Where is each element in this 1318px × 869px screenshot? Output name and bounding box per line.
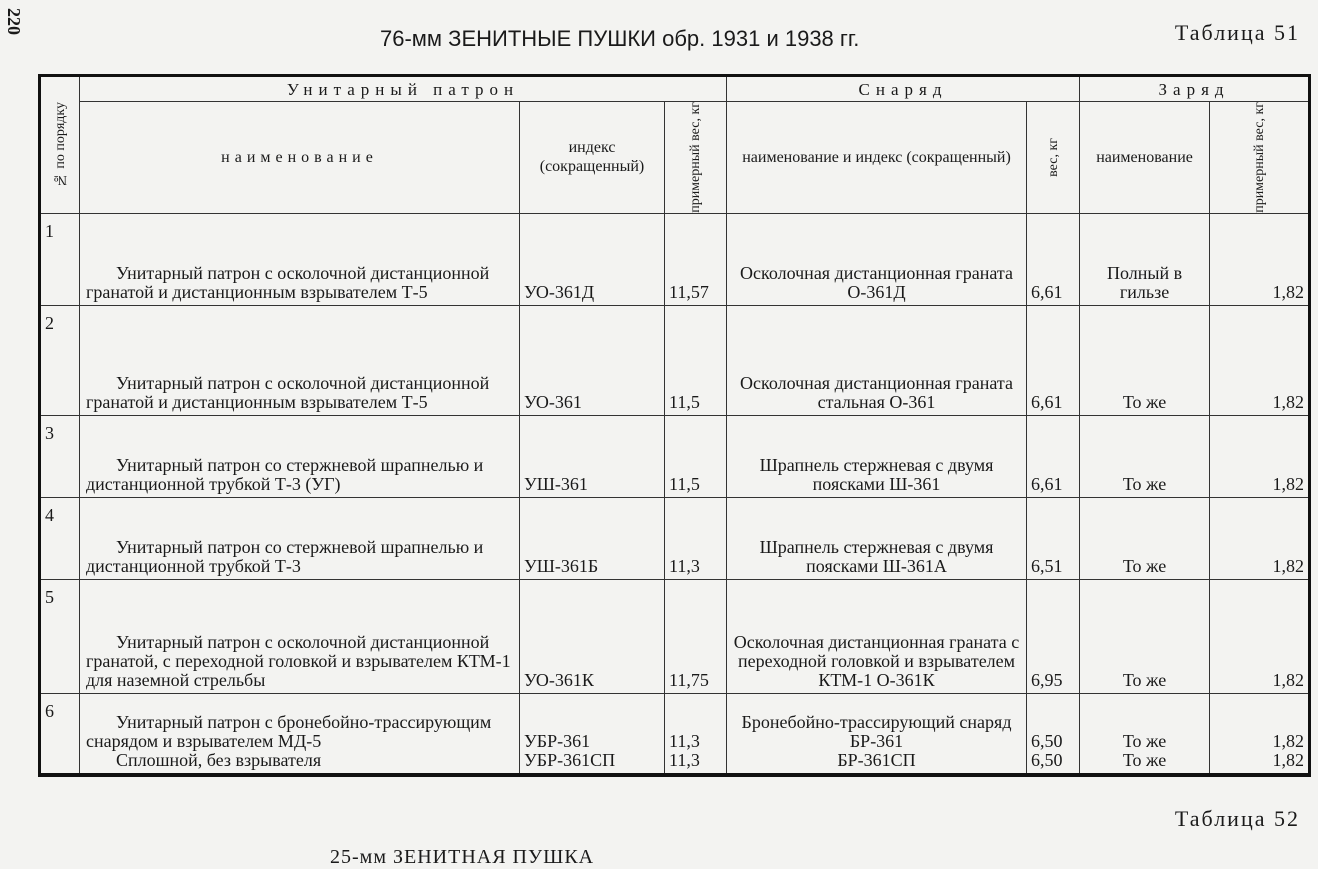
cartridge-name — [80, 497, 520, 579]
cartridge-name-text: Унитарный патрон с осколочной дистанционной гранатой, с переходной головкой и взрывателем КТМ-1 для наземной стрельбы — [86, 631, 511, 690]
next-table-label: Таблица 52 — [1174, 806, 1300, 831]
cartridge-name — [80, 579, 520, 693]
charge-name-text: То же — [1122, 669, 1167, 690]
charge-weight — [1210, 693, 1310, 775]
projectile-weight-text: 6,61 — [1031, 473, 1063, 494]
cartridge-index-text: УО-361 — [524, 391, 582, 412]
charge-name — [1080, 305, 1210, 415]
projectile-weight — [1027, 213, 1080, 305]
projectile-weight — [1027, 415, 1080, 497]
cartridge-weight — [665, 213, 727, 305]
cartridge-weight-text: 11,3 — [669, 750, 700, 771]
page-number: 220 — [4, 8, 24, 35]
cartridge-index — [520, 213, 665, 305]
table-title: 76-мм ЗЕНИТНЫЕ ПУШКИ обр. 1931 и 1938 гг. — [380, 26, 860, 51]
projectile-weight-text: 6,61 — [1031, 391, 1063, 412]
cartridge-index — [520, 579, 665, 693]
cartridge-weight-text: 11,5 — [669, 391, 700, 412]
projectile-name-text: Бронебойно-трассирующий снаряд БР-361 — [741, 712, 1012, 752]
cartridge-index-text: УО-361Д — [524, 281, 595, 302]
charge-weight-text: 1,82 — [1272, 669, 1305, 690]
charge-weight — [1210, 415, 1310, 497]
cartridge-name-text: Унитарный патрон со стержневой шрапнелью и дистанционной трубкой Т-3 (УГ) — [86, 454, 484, 494]
cartridge-name-text: Унитарный патрон со стержневой шрапнелью и дистанционной трубкой Т-3 — [86, 536, 484, 576]
projectile-name-text: БР-361СП — [837, 750, 916, 771]
cartridge-name — [80, 305, 520, 415]
charge-weight-text: 1,82 — [1272, 750, 1305, 771]
header-proj-weight: вес, кг — [1027, 102, 1080, 214]
projectile-name — [727, 497, 1027, 579]
ammunition-table — [38, 74, 1311, 777]
projectile-weight-text: 6,61 — [1031, 281, 1063, 302]
cartridge-index-text: УБР-361СП — [524, 750, 616, 771]
header-charge: Заряд — [1080, 76, 1310, 102]
cartridge-weight — [665, 497, 727, 579]
cartridge-index-text: УБР-361 — [524, 731, 591, 752]
cartridge-weight — [665, 415, 727, 497]
next-table-title: 25-мм ЗЕНИТНАЯ ПУШКА — [330, 846, 595, 868]
row-number — [40, 213, 80, 305]
projectile-weight — [1027, 693, 1080, 775]
cartridge-name-text: Сплошной, без взрывателя — [116, 750, 322, 771]
charge-name-text: То же — [1122, 555, 1167, 576]
projectile-name-text: Осколочная дистанционная граната О-361Д — [740, 262, 1013, 302]
charge-name — [1080, 693, 1210, 775]
projectile-weight-text: 6,51 — [1031, 555, 1063, 576]
header-cart-index: индекс (сокращенный) — [520, 102, 665, 214]
cartridge-weight-text: 11,75 — [669, 669, 709, 690]
header-cartridge: Унитарный патрон — [80, 76, 727, 102]
cartridge-index — [520, 497, 665, 579]
cartridge-weight-text: 11,57 — [669, 281, 709, 302]
charge-name-text: Полный в гильзе — [1106, 262, 1183, 302]
projectile-name — [727, 579, 1027, 693]
cartridge-weight — [665, 305, 727, 415]
projectile-weight-text: 6,50 — [1031, 750, 1063, 771]
charge-name — [1080, 497, 1210, 579]
cartridge-weight — [665, 693, 727, 775]
charge-weight-text: 1,82 — [1272, 731, 1305, 752]
cartridge-weight — [665, 579, 727, 693]
charge-weight — [1210, 579, 1310, 693]
projectile-name-text: Шрапнель стержневая с двумя поясками Ш-361А — [759, 536, 994, 576]
table-row — [40, 579, 1310, 693]
row-number-text: 4 — [45, 504, 54, 525]
cartridge-weight-text: 11,5 — [669, 473, 700, 494]
projectile-weight — [1027, 497, 1080, 579]
header-cart-weight: примерный вес, кг — [665, 102, 727, 214]
projectile-name — [727, 213, 1027, 305]
table-label: Таблица 51 — [1174, 20, 1300, 45]
charge-weight — [1210, 305, 1310, 415]
charge-name-text: То же — [1122, 731, 1167, 752]
charge-weight-text: 1,82 — [1272, 473, 1305, 494]
cartridge-name — [80, 213, 520, 305]
header-charge-weight: примерный вес, кг — [1210, 102, 1310, 214]
table-row — [40, 213, 1310, 305]
charge-name-text: То же — [1122, 473, 1167, 494]
charge-name-text: То же — [1122, 391, 1167, 412]
projectile-weight-text: 6,50 — [1031, 731, 1063, 752]
header-cart-name: наименование — [80, 102, 520, 214]
charge-name-text: То же — [1122, 750, 1167, 771]
projectile-name — [727, 305, 1027, 415]
cartridge-index-text: УШ-361Б — [524, 555, 599, 576]
row-number — [40, 579, 80, 693]
row-number — [40, 305, 80, 415]
charge-name — [1080, 579, 1210, 693]
cartridge-index — [520, 693, 665, 775]
projectile-name-text: Осколочная дистанционная граната стальная О-361 — [740, 372, 1013, 412]
row-number-text: 2 — [45, 312, 54, 333]
table-row — [40, 415, 1310, 497]
cartridge-index-text: УО-361К — [524, 669, 594, 690]
projectile-name-text: Осколочная дистанционная граната с переходной головкой и взрывателем КТМ-1 О-361К — [733, 631, 1020, 690]
row-number-text: 6 — [45, 700, 54, 721]
charge-weight — [1210, 497, 1310, 579]
row-number-text: 1 — [45, 220, 54, 241]
table-row — [40, 497, 1310, 579]
cartridge-name-text: Унитарный патрон с осколочной дистанционной гранатой и дистанционным взрывателем Т-5 — [86, 372, 490, 412]
charge-name — [1080, 415, 1210, 497]
cartridge-name — [80, 693, 520, 775]
header-proj-name: наименование и индекс (сокращенный) — [727, 102, 1027, 214]
header-charge-name: наименование — [1080, 102, 1210, 214]
projectile-name — [727, 693, 1027, 775]
charge-weight-text: 1,82 — [1272, 391, 1305, 412]
charge-weight-text: 1,82 — [1272, 555, 1305, 576]
cartridge-name — [80, 415, 520, 497]
projectile-name — [727, 415, 1027, 497]
table-row — [40, 693, 1310, 775]
projectile-weight-text: 6,95 — [1031, 669, 1063, 690]
row-number — [40, 415, 80, 497]
charge-weight-text: 1,82 — [1272, 281, 1305, 302]
row-number — [40, 497, 80, 579]
row-number-text: 3 — [45, 422, 54, 443]
row-number — [40, 693, 80, 775]
table-row — [40, 305, 1310, 415]
cartridge-index-text: УШ-361 — [524, 473, 588, 494]
cartridge-name-text: Унитарный патрон с осколочной дистанционной гранатой и дистанционным взрывателем Т-5 — [86, 262, 490, 302]
row-number-text: 5 — [45, 586, 54, 607]
cartridge-weight-text: 11,3 — [669, 731, 700, 752]
cartridge-name-text: Унитарный патрон с бронебойно-трассирующим снарядом и взрывателем МД-5 — [86, 712, 492, 752]
charge-name — [1080, 213, 1210, 305]
projectile-weight — [1027, 579, 1080, 693]
charge-weight — [1210, 213, 1310, 305]
cartridge-weight-text: 11,3 — [669, 555, 700, 576]
cartridge-index — [520, 305, 665, 415]
header-num: № по порядку — [40, 76, 80, 214]
projectile-weight — [1027, 305, 1080, 415]
cartridge-index — [520, 415, 665, 497]
projectile-name-text: Шрапнель стержневая с двумя поясками Ш-361 — [759, 454, 994, 494]
header-projectile: Снаряд — [727, 76, 1080, 102]
